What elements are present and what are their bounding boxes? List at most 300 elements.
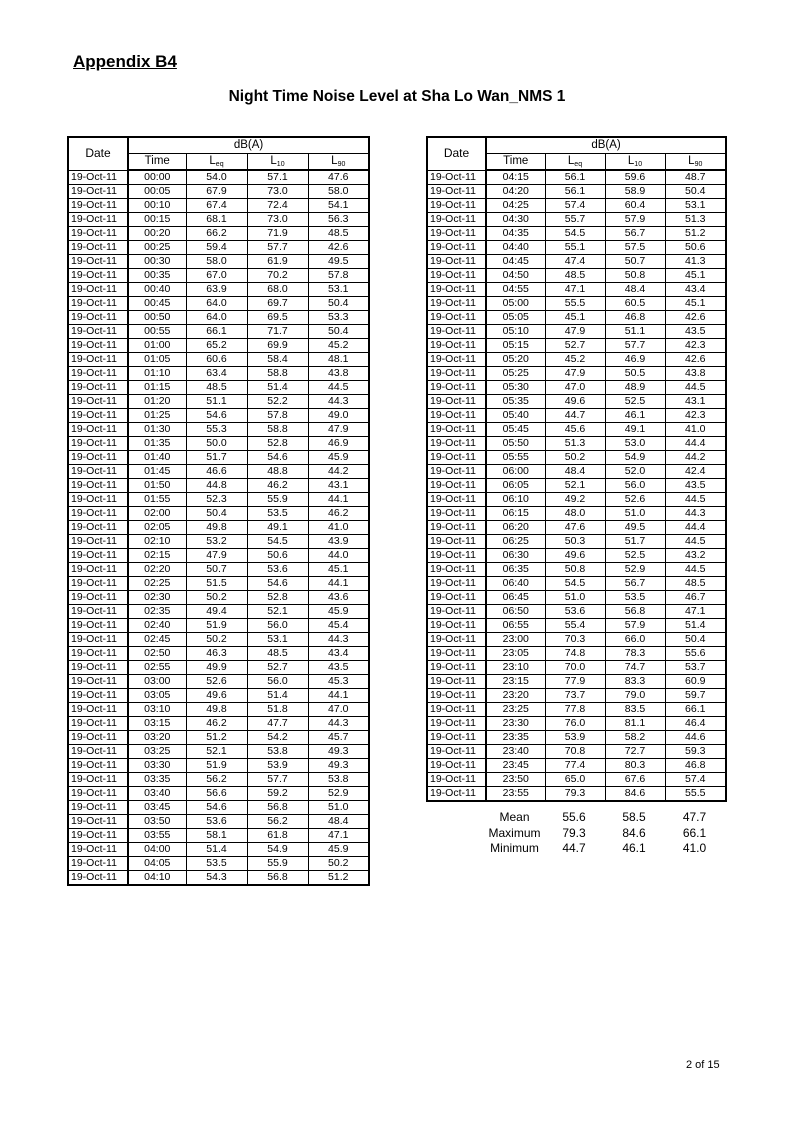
time-cell: 06:30	[486, 549, 545, 563]
date-cell: 19-Oct-11	[427, 787, 486, 802]
time-cell: 02:05	[128, 521, 186, 535]
date-cell: 19-Oct-11	[427, 241, 486, 255]
appendix-heading: Appendix B4	[73, 52, 177, 71]
table-row	[427, 675, 726, 689]
leq-cell: 47.9	[545, 367, 605, 381]
date-cell: 19-Oct-11	[427, 759, 486, 773]
time-cell: 02:35	[128, 605, 186, 619]
l10-cell: 53.6	[247, 563, 308, 577]
l10-cell: 69.5	[247, 311, 308, 325]
time-cell: 01:05	[128, 353, 186, 367]
table-row	[68, 787, 369, 801]
leq-cell: 52.3	[186, 493, 247, 507]
l10-cell: 48.9	[605, 381, 665, 395]
time-cell: 02:40	[128, 619, 186, 633]
table-row	[427, 703, 726, 717]
leq-cell: 49.6	[545, 395, 605, 409]
date-cell: 19-Oct-11	[427, 591, 486, 605]
l10-cell: 52.6	[605, 493, 665, 507]
l10-cell: 68.0	[247, 283, 308, 297]
date-cell: 19-Oct-11	[68, 521, 128, 535]
stats-label: Minimum	[490, 841, 539, 855]
date-cell: 19-Oct-11	[68, 829, 128, 843]
leq-cell: 70.8	[545, 745, 605, 759]
stats-l90: 41.0	[682, 841, 707, 855]
l90-cell: 50.4	[308, 325, 369, 339]
date-cell: 19-Oct-11	[68, 731, 128, 745]
time-cell: 04:25	[486, 199, 545, 213]
leq-cell: 50.2	[186, 591, 247, 605]
leq-cell: 52.1	[186, 745, 247, 759]
page-title: Night Time Noise Level at Sha Lo Wan_NMS 1	[228, 88, 566, 105]
l10-cell: 51.4	[247, 689, 308, 703]
l90-cell: 44.4	[665, 521, 726, 535]
stats-leq: 44.7	[562, 841, 586, 855]
l90-cell: 51.4	[665, 619, 726, 633]
table-row	[68, 815, 369, 829]
l90-cell: 44.5	[665, 381, 726, 395]
leq-cell: 51.4	[186, 843, 247, 857]
l10-cell: 47.7	[247, 717, 308, 731]
l90-cell: 53.7	[665, 661, 726, 675]
l90-cell: 46.2	[308, 507, 369, 521]
l90-cell: 45.9	[308, 843, 369, 857]
table-row	[68, 507, 369, 521]
table-row	[68, 619, 369, 633]
table-row	[427, 311, 726, 325]
time-cell: 00:55	[128, 325, 186, 339]
l10-cell: 54.2	[247, 731, 308, 745]
l90-cell: 47.9	[308, 423, 369, 437]
l90-cell: 52.9	[308, 787, 369, 801]
l10-cell: 58.8	[247, 367, 308, 381]
table-row	[68, 311, 369, 325]
time-cell: 02:45	[128, 633, 186, 647]
l90-cell: 45.1	[665, 297, 726, 311]
l10-cell: 52.0	[605, 465, 665, 479]
time-cell: 06:25	[486, 535, 545, 549]
table-row	[68, 227, 369, 241]
date-cell: 19-Oct-11	[427, 353, 486, 367]
l10-cell: 52.5	[605, 395, 665, 409]
date-cell: 19-Oct-11	[68, 185, 128, 199]
leq-cell: 47.0	[545, 381, 605, 395]
l90-cell: 51.3	[665, 213, 726, 227]
l10-cell: 53.1	[247, 633, 308, 647]
time-cell: 05:40	[486, 409, 545, 423]
leq-cell: 53.2	[186, 535, 247, 549]
time-cell: 23:20	[486, 689, 545, 703]
leq-cell: 45.2	[545, 353, 605, 367]
leq-cell: 51.0	[545, 591, 605, 605]
leq-cell: 51.9	[186, 619, 247, 633]
stats-l10: 46.1	[622, 841, 646, 855]
l90-cell: 45.9	[308, 605, 369, 619]
l90-cell: 59.7	[665, 689, 726, 703]
l90-cell: 49.5	[308, 255, 369, 269]
leq-cell: 67.4	[186, 199, 247, 213]
date-cell: 19-Oct-11	[68, 507, 128, 521]
table-row	[68, 731, 369, 745]
unit-header: dB(A)	[486, 137, 726, 154]
time-cell: 02:15	[128, 549, 186, 563]
table-row	[68, 661, 369, 675]
time-cell: 04:00	[128, 843, 186, 857]
l90-cell: 43.8	[308, 367, 369, 381]
time-cell: 06:05	[486, 479, 545, 493]
leq-cell: 77.9	[545, 675, 605, 689]
table-row	[427, 423, 726, 437]
l10-cell: 46.9	[605, 353, 665, 367]
l90-cell: 43.2	[665, 549, 726, 563]
l10-cell: 54.9	[605, 451, 665, 465]
l10-cell: 58.8	[247, 423, 308, 437]
table-row	[68, 479, 369, 493]
table-row	[68, 199, 369, 213]
date-header: Date	[68, 137, 128, 170]
date-cell: 19-Oct-11	[427, 170, 486, 185]
table-row	[427, 213, 726, 227]
table-row	[427, 325, 726, 339]
stats-label: Maximum	[488, 825, 541, 840]
l10-cell: 59.6	[605, 170, 665, 185]
leq-cell: 53.9	[545, 731, 605, 745]
table-row	[427, 297, 726, 311]
table-row	[427, 381, 726, 395]
table-row	[427, 605, 726, 619]
l10-cell: 49.1	[605, 423, 665, 437]
table-row	[68, 353, 369, 367]
time-header: Time	[128, 154, 186, 171]
l90-cell: 45.1	[665, 269, 726, 283]
leq-cell: 70.3	[545, 633, 605, 647]
leq-cell: 49.8	[186, 703, 247, 717]
l90-cell: 43.5	[665, 325, 726, 339]
l10-cell: 61.8	[247, 829, 308, 843]
leq-cell: 67.0	[186, 269, 247, 283]
time-cell: 23:50	[486, 773, 545, 787]
stats-l10: 84.6	[622, 825, 646, 840]
leq-cell: 46.6	[186, 465, 247, 479]
table-row	[68, 255, 369, 269]
l90-header: $L_{90}$	[308, 154, 369, 171]
l10-cell: 48.5	[247, 647, 308, 661]
leq-cell: 51.3	[545, 437, 605, 451]
table-row	[427, 283, 726, 297]
l90-cell: 43.1	[665, 395, 726, 409]
date-cell: 19-Oct-11	[68, 815, 128, 829]
table-row	[427, 745, 726, 759]
date-cell: 19-Oct-11	[68, 717, 128, 731]
l10-cell: 57.7	[605, 339, 665, 353]
leq-cell: 47.9	[545, 325, 605, 339]
table-row	[68, 591, 369, 605]
time-cell: 06:15	[486, 507, 545, 521]
leq-cell: 65.0	[545, 773, 605, 787]
date-cell: 19-Oct-11	[427, 227, 486, 241]
stats-row	[426, 810, 725, 826]
time-cell: 02:25	[128, 577, 186, 591]
time-cell: 23:10	[486, 661, 545, 675]
time-cell: 23:40	[486, 745, 545, 759]
l10-cell: 46.1	[605, 409, 665, 423]
l90-cell: 44.1	[308, 577, 369, 591]
leq-cell: 53.6	[186, 815, 247, 829]
l90-cell: 42.6	[665, 353, 726, 367]
date-cell: 19-Oct-11	[68, 465, 128, 479]
l10-cell: 56.8	[605, 605, 665, 619]
l10-cell: 81.1	[605, 717, 665, 731]
l10-cell: 74.7	[605, 661, 665, 675]
date-cell: 19-Oct-11	[427, 507, 486, 521]
l10-cell: 53.5	[247, 507, 308, 521]
time-cell: 05:55	[486, 451, 545, 465]
l90-cell: 50.2	[308, 857, 369, 871]
l90-cell: 43.8	[665, 367, 726, 381]
time-cell: 01:55	[128, 493, 186, 507]
l90-cell: 47.0	[308, 703, 369, 717]
time-cell: 03:10	[128, 703, 186, 717]
l90-cell: 44.2	[308, 465, 369, 479]
leq-cell: 46.2	[186, 717, 247, 731]
leq-cell: 64.0	[186, 297, 247, 311]
date-cell: 19-Oct-11	[68, 353, 128, 367]
table-row	[68, 465, 369, 479]
date-cell: 19-Oct-11	[427, 731, 486, 745]
l10-cell: 73.0	[247, 185, 308, 199]
date-cell: 19-Oct-11	[68, 423, 128, 437]
l10-cell: 56.8	[247, 801, 308, 815]
date-cell: 19-Oct-11	[68, 843, 128, 857]
leq-cell: 47.4	[545, 255, 605, 269]
table-row	[68, 521, 369, 535]
date-cell: 19-Oct-11	[68, 563, 128, 577]
date-cell: 19-Oct-11	[427, 535, 486, 549]
table-row	[427, 339, 726, 353]
table-row	[68, 170, 369, 185]
table-row	[427, 521, 726, 535]
table-row	[68, 535, 369, 549]
l90-cell: 49.0	[308, 409, 369, 423]
leq-cell: 47.1	[545, 283, 605, 297]
l90-cell: 42.3	[665, 409, 726, 423]
leq-cell: 68.1	[186, 213, 247, 227]
time-cell: 02:20	[128, 563, 186, 577]
l90-cell: 44.6	[665, 731, 726, 745]
l90-cell: 44.3	[308, 633, 369, 647]
table-row	[427, 409, 726, 423]
time-cell: 05:35	[486, 395, 545, 409]
l10-cell: 53.8	[247, 745, 308, 759]
l90-cell: 42.4	[665, 465, 726, 479]
time-cell: 23:30	[486, 717, 545, 731]
time-cell: 00:45	[128, 297, 186, 311]
stats-leq: 79.3	[562, 825, 586, 840]
l10-header: $L_{10}$	[247, 154, 308, 171]
date-cell: 19-Oct-11	[68, 619, 128, 633]
date-cell: 19-Oct-11	[427, 675, 486, 689]
date-cell: 19-Oct-11	[68, 199, 128, 213]
date-cell: 19-Oct-11	[427, 213, 486, 227]
time-header: Time	[486, 154, 545, 171]
date-cell: 19-Oct-11	[68, 381, 128, 395]
leq-cell: 49.8	[186, 521, 247, 535]
l10-cell: 69.7	[247, 297, 308, 311]
l90-cell: 45.7	[308, 731, 369, 745]
time-cell: 03:45	[128, 801, 186, 815]
table-row	[427, 465, 726, 479]
table-row	[427, 563, 726, 577]
table-row	[68, 325, 369, 339]
l90-cell: 55.5	[665, 787, 726, 802]
time-cell: 02:55	[128, 661, 186, 675]
date-cell: 19-Oct-11	[427, 647, 486, 661]
leq-cell: 55.5	[545, 297, 605, 311]
l90-cell: 48.4	[308, 815, 369, 829]
time-cell: 00:30	[128, 255, 186, 269]
table-row	[68, 605, 369, 619]
l90-cell: 48.1	[308, 353, 369, 367]
l10-cell: 52.2	[247, 395, 308, 409]
time-cell: 06:00	[486, 465, 545, 479]
l90-cell: 43.5	[665, 479, 726, 493]
time-cell: 06:50	[486, 605, 545, 619]
time-cell: 05:15	[486, 339, 545, 353]
l90-cell: 53.8	[308, 773, 369, 787]
leq-cell: 65.2	[186, 339, 247, 353]
l90-cell: 44.3	[308, 717, 369, 731]
table-row	[68, 577, 369, 591]
time-cell: 01:35	[128, 437, 186, 451]
date-cell: 19-Oct-11	[68, 577, 128, 591]
date-cell: 19-Oct-11	[427, 283, 486, 297]
date-cell: 19-Oct-11	[68, 787, 128, 801]
l10-cell: 83.5	[605, 703, 665, 717]
stats-l10: 58.5	[622, 810, 646, 824]
table-row	[68, 871, 369, 886]
table-row	[427, 185, 726, 199]
stats-row	[426, 826, 725, 842]
date-cell: 19-Oct-11	[68, 591, 128, 605]
leq-cell: 55.3	[186, 423, 247, 437]
date-cell: 19-Oct-11	[427, 339, 486, 353]
leq-cell: 53.5	[186, 857, 247, 871]
stats-l90: 66.1	[682, 825, 707, 840]
date-cell: 19-Oct-11	[427, 661, 486, 675]
l90-cell: 45.9	[308, 451, 369, 465]
leq-cell: 51.9	[186, 759, 247, 773]
l90-cell: 53.1	[665, 199, 726, 213]
l10-cell: 84.6	[605, 787, 665, 802]
time-cell: 06:55	[486, 619, 545, 633]
time-cell: 06:40	[486, 577, 545, 591]
l90-cell: 59.3	[665, 745, 726, 759]
table-row	[68, 381, 369, 395]
l90-cell: 46.7	[665, 591, 726, 605]
time-cell: 03:50	[128, 815, 186, 829]
l10-cell: 54.5	[247, 535, 308, 549]
leq-cell: 49.4	[186, 605, 247, 619]
l90-cell: 47.1	[665, 605, 726, 619]
l10-cell: 56.0	[247, 675, 308, 689]
leq-cell: 74.8	[545, 647, 605, 661]
time-cell: 01:00	[128, 339, 186, 353]
time-cell: 01:30	[128, 423, 186, 437]
date-cell: 19-Oct-11	[68, 325, 128, 339]
date-cell: 19-Oct-11	[427, 703, 486, 717]
leq-cell: 51.1	[186, 395, 247, 409]
date-cell: 19-Oct-11	[68, 213, 128, 227]
l90-cell: 53.3	[308, 311, 369, 325]
time-cell: 03:40	[128, 787, 186, 801]
time-cell: 04:10	[128, 871, 186, 886]
date-cell: 19-Oct-11	[427, 633, 486, 647]
l90-cell: 44.2	[665, 451, 726, 465]
date-cell: 19-Oct-11	[427, 381, 486, 395]
leq-cell: 56.6	[186, 787, 247, 801]
l10-header: $L_{10}$	[605, 154, 665, 171]
l10-cell: 70.2	[247, 269, 308, 283]
table-row	[427, 689, 726, 703]
date-cell: 19-Oct-11	[68, 311, 128, 325]
date-cell: 19-Oct-11	[68, 227, 128, 241]
table-row	[427, 241, 726, 255]
l90-cell: 48.7	[665, 170, 726, 185]
table-row	[427, 773, 726, 787]
table-row	[68, 451, 369, 465]
date-cell: 19-Oct-11	[427, 465, 486, 479]
table-row	[427, 479, 726, 493]
l90-cell: 43.6	[308, 591, 369, 605]
leq-cell: 49.2	[545, 493, 605, 507]
l10-cell: 57.1	[247, 170, 308, 185]
date-cell: 19-Oct-11	[427, 367, 486, 381]
table-row	[427, 619, 726, 633]
time-cell: 04:55	[486, 283, 545, 297]
l10-cell: 50.7	[605, 255, 665, 269]
l10-cell: 49.5	[605, 521, 665, 535]
l10-cell: 61.9	[247, 255, 308, 269]
leq-cell: 50.7	[186, 563, 247, 577]
date-cell: 19-Oct-11	[68, 451, 128, 465]
l10-cell: 52.7	[247, 661, 308, 675]
stats-leq: 55.6	[562, 810, 586, 824]
leq-cell: 51.2	[186, 731, 247, 745]
l90-cell: 44.1	[308, 493, 369, 507]
date-cell: 19-Oct-11	[427, 255, 486, 269]
time-cell: 02:10	[128, 535, 186, 549]
time-cell: 00:10	[128, 199, 186, 213]
date-cell: 19-Oct-11	[68, 297, 128, 311]
leq-cell: 48.0	[545, 507, 605, 521]
leq-header: $L_{eq}$	[186, 154, 247, 171]
l10-cell: 56.2	[247, 815, 308, 829]
table-row	[427, 717, 726, 731]
l10-cell: 79.0	[605, 689, 665, 703]
time-cell: 06:10	[486, 493, 545, 507]
date-cell: 19-Oct-11	[427, 493, 486, 507]
table-row	[68, 241, 369, 255]
date-cell: 19-Oct-11	[68, 647, 128, 661]
l90-cell: 57.4	[665, 773, 726, 787]
l10-cell: 67.6	[605, 773, 665, 787]
date-cell: 19-Oct-11	[68, 535, 128, 549]
date-cell: 19-Oct-11	[68, 857, 128, 871]
l90-cell: 44.0	[308, 549, 369, 563]
time-cell: 04:40	[486, 241, 545, 255]
l90-cell: 41.0	[308, 521, 369, 535]
table-row	[427, 507, 726, 521]
